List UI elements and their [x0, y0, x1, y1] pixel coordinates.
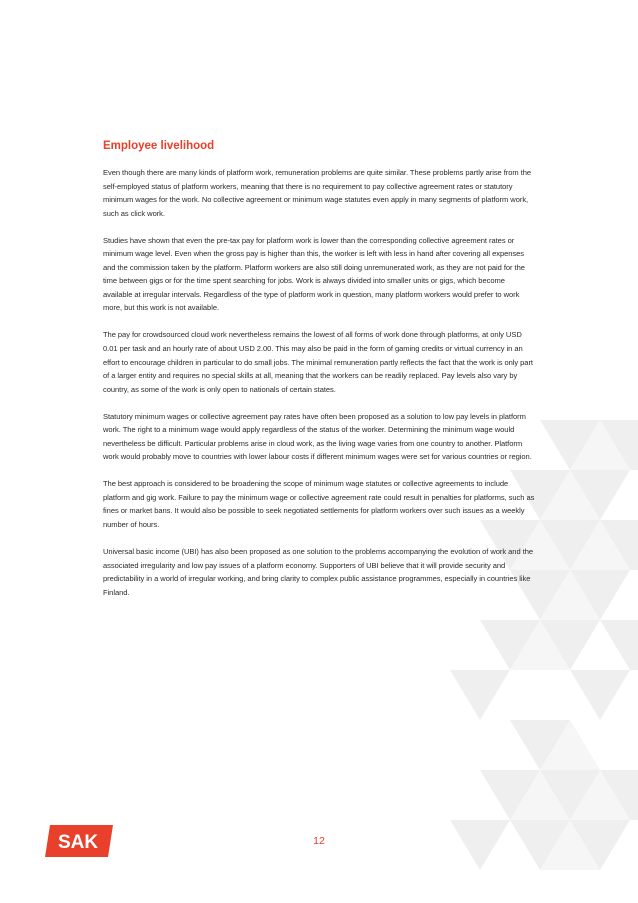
paragraph-basic-income: Universal basic income (UBI) has also been proposed as one solution to the problems accompanying the evolution of work and the associated irregularity and low pay issues of a platform economy. Supporters of UBI believe that it will provide security and predictability in a world of irregular working, and bring clarity to complex public assistance programmes, especially in countries like Finland.	[103, 547, 533, 597]
paragraph-minimum-wage: Statutory minimum wages or collective agreement pay rates have often been proposed as a solution to low pay levels in platform work. The right to a minimum wage would apply regardless of the status of the worker. Determining the minimum wage would nevertheless be difficult. Particular problems arise in cloud work, as the living wage varies from one country to another. Platform work would probably move to countries with lower labour costs if different minimum wages were set for various countries or region.	[103, 411, 532, 462]
paragraph-cloud-work-pay: The pay for crowdsourced cloud work nevertheless remains the lowest of all forms of work done through platforms, at only USD 0.01 per task and an hourly rate of about USD 2.00. This may also be paid in the form of gaming credits or virtual currency in an effort to encourage children in particular to do small jobs. The minimal remuneration partly reflects the fact that the work is only part of a larger entity and requires no special skills at all, meaning that the workers can be readily replaced. Pay levels also vary by country, as some of the work is only open to nationals of certain states.	[103, 330, 533, 394]
main-content	[103, 139, 535, 613]
page-number: 12	[313, 835, 325, 847]
paragraph-studies: Studies have shown that even the pre-tax pay for platform work is lower than the corresponding collective agreement rates or minimum wage level. Even when the gross pay is higher than this, the worker is left with less in hand after covering all expenses and the commission taken by the platform. Platform workers are also still doing unremunerated work, as they are not paid for the time between gigs or for the time spent searching for jobs. Work is always divided into smaller units or gigs, which become available at irregular intervals. Regardless of the type of platform work in question, many platform workers would prefer to work more, but this work is not available.	[103, 235, 525, 313]
logo-text: SAK	[57, 832, 99, 853]
section-heading: Employee livelihood	[103, 140, 215, 152]
paragraph-best-approach: The best approach is considered to be broadening the scope of minimum wage statutes or collective agreements to include platform and gig work. Failure to pay the minimum wage or collective agreement rate could result in penalties for platforms, such as fines or market bans. It would also be possible to seek negotiated settlements for platform workers over such issues as a weekly number of hours.	[103, 479, 535, 530]
paragraph-remuneration: Even though there are many kinds of platform work, remuneration problems are quite similar. These problems partly arise from the self-employed status of platform workers, meaning that there is no requirement to pay collective agreement rates or statutory minimum wages for the work. No collective agreement or minimum wage statutes even apply in many segments of platform work, such as click work.	[103, 168, 532, 218]
sak-logo	[45, 825, 113, 857]
